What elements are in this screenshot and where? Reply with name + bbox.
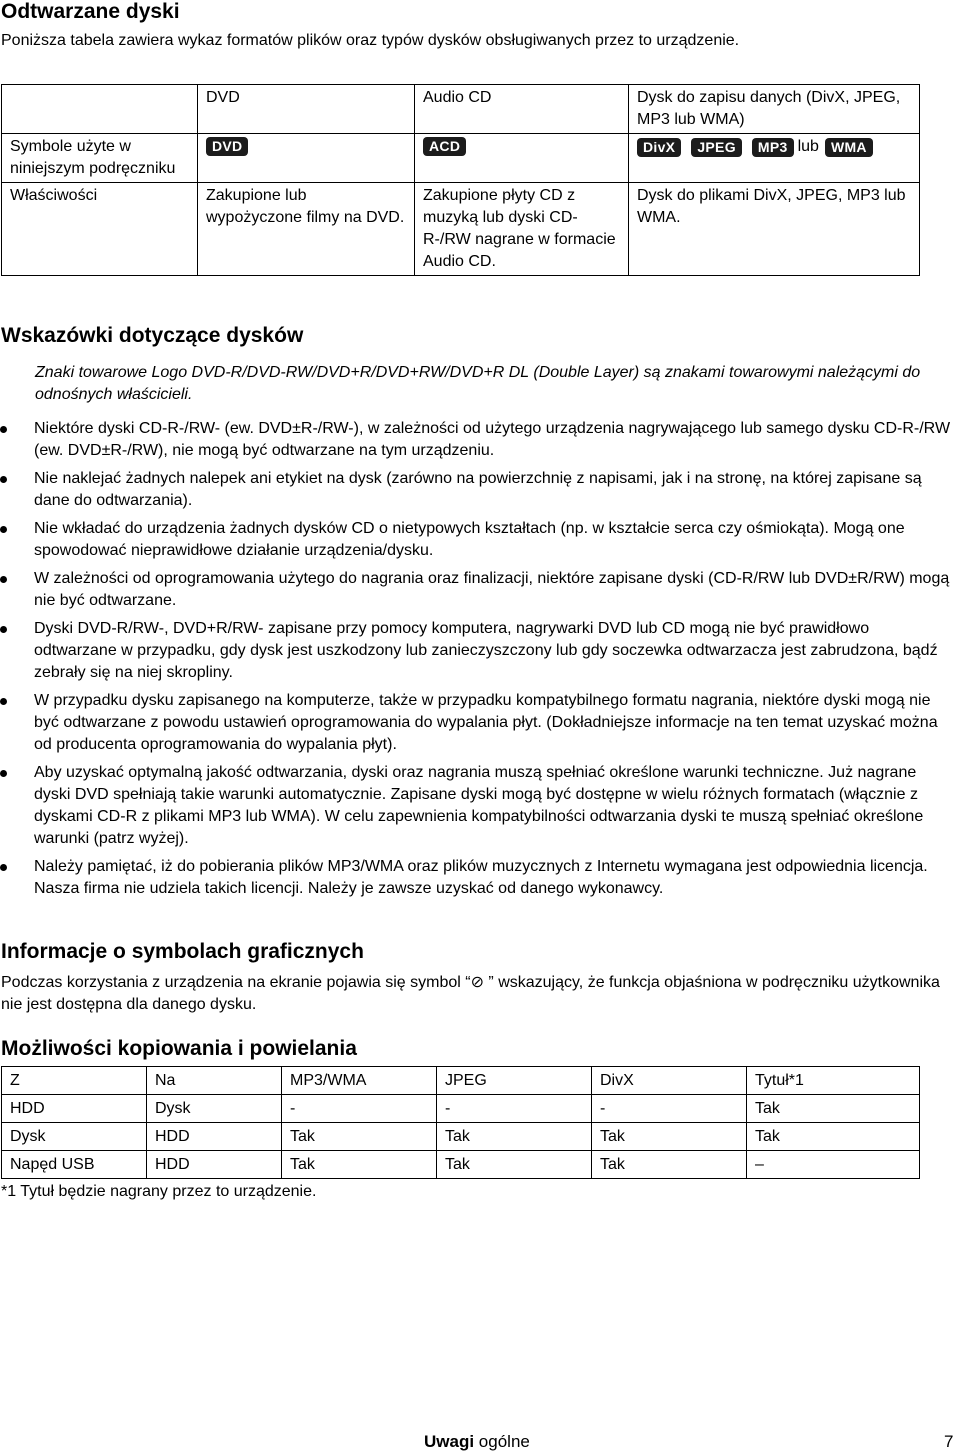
table-cell bbox=[415, 134, 629, 183]
table-cell: Dysk bbox=[2, 1123, 147, 1151]
bullet-icon bbox=[0, 626, 7, 633]
table-cell: - bbox=[437, 1095, 592, 1123]
footer-rest: ogólne bbox=[478, 1432, 530, 1451]
list-item: Należy pamiętać, iż do pobierania plików MP3/WMA oraz plików muzycznych z Internetu wymagana jest odpowiednia licencja. Nasza firma nie udziela takich licencji. Należy je zawsze uzyskać od danego wykonawcy. bbox=[0, 856, 960, 900]
section-title-disc-tips: Wskazówki dotyczące dysków bbox=[1, 324, 304, 347]
table-row bbox=[2, 1123, 920, 1151]
table-cell: DivX bbox=[592, 1067, 747, 1095]
list-item: W zależności od oprogramowania użytego do nagrania oraz finalizacji, niektóre zapisane dyski (CD-R/RW lub DVD±R/RW) mogą nie być odtwarzane. bbox=[0, 568, 960, 612]
table-cell bbox=[629, 134, 920, 183]
table-row bbox=[2, 183, 920, 276]
table-cell bbox=[198, 134, 415, 183]
footer-bold: Uwagi bbox=[424, 1432, 475, 1451]
table-cell: Tak bbox=[437, 1123, 592, 1151]
formats-table bbox=[1, 84, 920, 276]
intro-text: Poniższa tabela zawiera wykaz formatów plików oraz typów dysków obsługiwanych przez to urządzenie. bbox=[1, 32, 740, 49]
table-cell: Zakupione płyty CD z muzyką lub dyski CD-R-/RW nagrane w formacie Audio CD. bbox=[415, 183, 629, 276]
section-title-copying: Możliwości kopiowania i powielania bbox=[1, 1037, 357, 1060]
wma-badge-icon: WMA bbox=[825, 138, 873, 157]
table-cell: Tytuł*1 bbox=[747, 1067, 920, 1095]
table-row bbox=[2, 134, 920, 183]
table-cell: - bbox=[592, 1095, 747, 1123]
bullet-icon bbox=[0, 698, 7, 705]
table-cell: Tak bbox=[437, 1151, 592, 1179]
table-cell: Tak bbox=[282, 1151, 437, 1179]
table-cell: HDD bbox=[147, 1123, 282, 1151]
table-cell: Symbole użyte w niniejszym podręczniku bbox=[2, 134, 198, 183]
tips-list bbox=[0, 418, 960, 906]
table-row bbox=[2, 1067, 920, 1095]
table-cell: Audio CD bbox=[415, 85, 629, 134]
table-cell: Tak bbox=[592, 1123, 747, 1151]
table-cell: – bbox=[747, 1151, 920, 1179]
table-row bbox=[2, 1095, 920, 1123]
section-title-symbols: Informacje o symbolach graficznych bbox=[1, 940, 364, 963]
table-row bbox=[2, 85, 920, 134]
acd-badge-icon: ACD bbox=[423, 137, 466, 156]
list-item: Aby uzyskać optymalną jakość odtwarzania, dyski oraz nagrania muszą spełniać określone warunki techniczne. Już nagrane dyski DVD spełniają takie warunki automatycznie. Zapisane dyski mogą być dostępne w wielu różnych formatach (włącznie z dyskami CD-R z plikami MP3 lub WMA). W celu zapewnienia kompatybilności odtwarzania dyski te muszą spełniać określone warunki (patrz wyżej). bbox=[0, 762, 960, 850]
jpeg-badge-icon: JPEG bbox=[691, 138, 742, 157]
table-cell: HDD bbox=[2, 1095, 147, 1123]
list-item: Nie wkładać do urządzenia żadnych dysków CD o nietypowych kształtach (np. w kształcie serca czy ośmiokąta). Mogą one spowodować nieprawidłowe działanie urządzenia/dysku. bbox=[0, 518, 960, 562]
divx-badge-icon: DivX bbox=[637, 138, 681, 157]
list-item: Niektóre dyski CD-R-/RW- (ew. DVD±R-/RW-), w zależności od użytego urządzenia nagrywającego lub samego dysku CD-R-/RW (ew. DVD±R-/RW), nie mogą być odtwarzane na tym urządzeniu. bbox=[0, 418, 960, 462]
table-cell bbox=[2, 85, 198, 134]
lub-text: lub bbox=[797, 138, 819, 155]
dvd-badge-icon: DVD bbox=[206, 137, 248, 156]
table-cell: Tak bbox=[747, 1095, 920, 1123]
table-row bbox=[2, 1151, 920, 1179]
table-cell: Na bbox=[147, 1067, 282, 1095]
page-number: 7 bbox=[944, 1432, 954, 1451]
table-cell: Dysk bbox=[147, 1095, 282, 1123]
table-cell: JPEG bbox=[437, 1067, 592, 1095]
table-cell: HDD bbox=[147, 1151, 282, 1179]
bullet-icon bbox=[0, 426, 7, 433]
list-item: Nie naklejać żadnych nalepek ani etykiet na dysk (zarówno na powierzchnię z napisami, jak i na stronę, na której zapisane są dane do odtwarzania). bbox=[0, 468, 960, 512]
list-item: W przypadku dysku zapisanego na komputerze, także w przypadku kompatybilnego formatu nagrania, niektóre dyski mogą nie być odtwarzane z powodu ustawień oprogramowania do wypalania płyt. (Dokładniejsze informacje na ten temat uzyskać można od producenta oprogramowania do wypalania płyt). bbox=[0, 690, 960, 756]
table-cell: Tak bbox=[592, 1151, 747, 1179]
table-cell: Dysk do zapisu danych (DivX, JPEG, MP3 lub WMA) bbox=[629, 85, 920, 134]
footnote: *1 Tytuł będzie nagrany przez to urządzenie. bbox=[1, 1183, 317, 1200]
page-footer bbox=[424, 1432, 530, 1452]
list-item: Dyski DVD-R/RW-, DVD+R/RW- zapisane przy pomocy komputera, nagrywarki DVD lub CD mogą nie być prawidłowo odtwarzane w przypadku, gdy dysk jest uszkodzony lub zanieczyszczony lub gdy soczewka odtwarzacza jest zabrudzona, bądź zebrały się na niej skropliny. bbox=[0, 618, 960, 684]
table-cell: DVD bbox=[198, 85, 415, 134]
bullet-icon bbox=[0, 576, 7, 583]
trademark-note: Znaki towarowe Logo DVD-R/DVD-RW/DVD+R/DVD+RW/DVD+R DL (Double Layer) są znakami towarowymi należącymi do odnośnych właścicieli. bbox=[35, 364, 921, 403]
table-cell: MP3/WMA bbox=[282, 1067, 437, 1095]
mp3-badge-icon: MP3 bbox=[752, 138, 794, 157]
bullet-icon bbox=[0, 526, 7, 533]
copy-table bbox=[1, 1066, 920, 1179]
table-cell: Właściwości bbox=[2, 183, 198, 276]
bullet-icon bbox=[0, 770, 7, 777]
table-cell: Tak bbox=[282, 1123, 437, 1151]
table-cell: Tak bbox=[747, 1123, 920, 1151]
bullet-icon bbox=[0, 864, 7, 871]
bullet-icon bbox=[0, 476, 7, 483]
section-title-playable-discs: Odtwarzane dyski bbox=[1, 0, 180, 23]
table-cell: Napęd USB bbox=[2, 1151, 147, 1179]
table-cell: Dysk do plikami DivX, JPEG, MP3 lub WMA. bbox=[629, 183, 920, 276]
table-cell: - bbox=[282, 1095, 437, 1123]
table-cell: Zakupione lub wypożyczone filmy na DVD. bbox=[198, 183, 415, 276]
symbols-text: Podczas korzystania z urządzenia na ekranie pojawia się symbol “⊘ ” wskazujący, że funkcja objaśniona w podręczniku użytkownika nie jest dostępna dla danego dysku. bbox=[1, 974, 940, 1013]
table-cell: Z bbox=[2, 1067, 147, 1095]
